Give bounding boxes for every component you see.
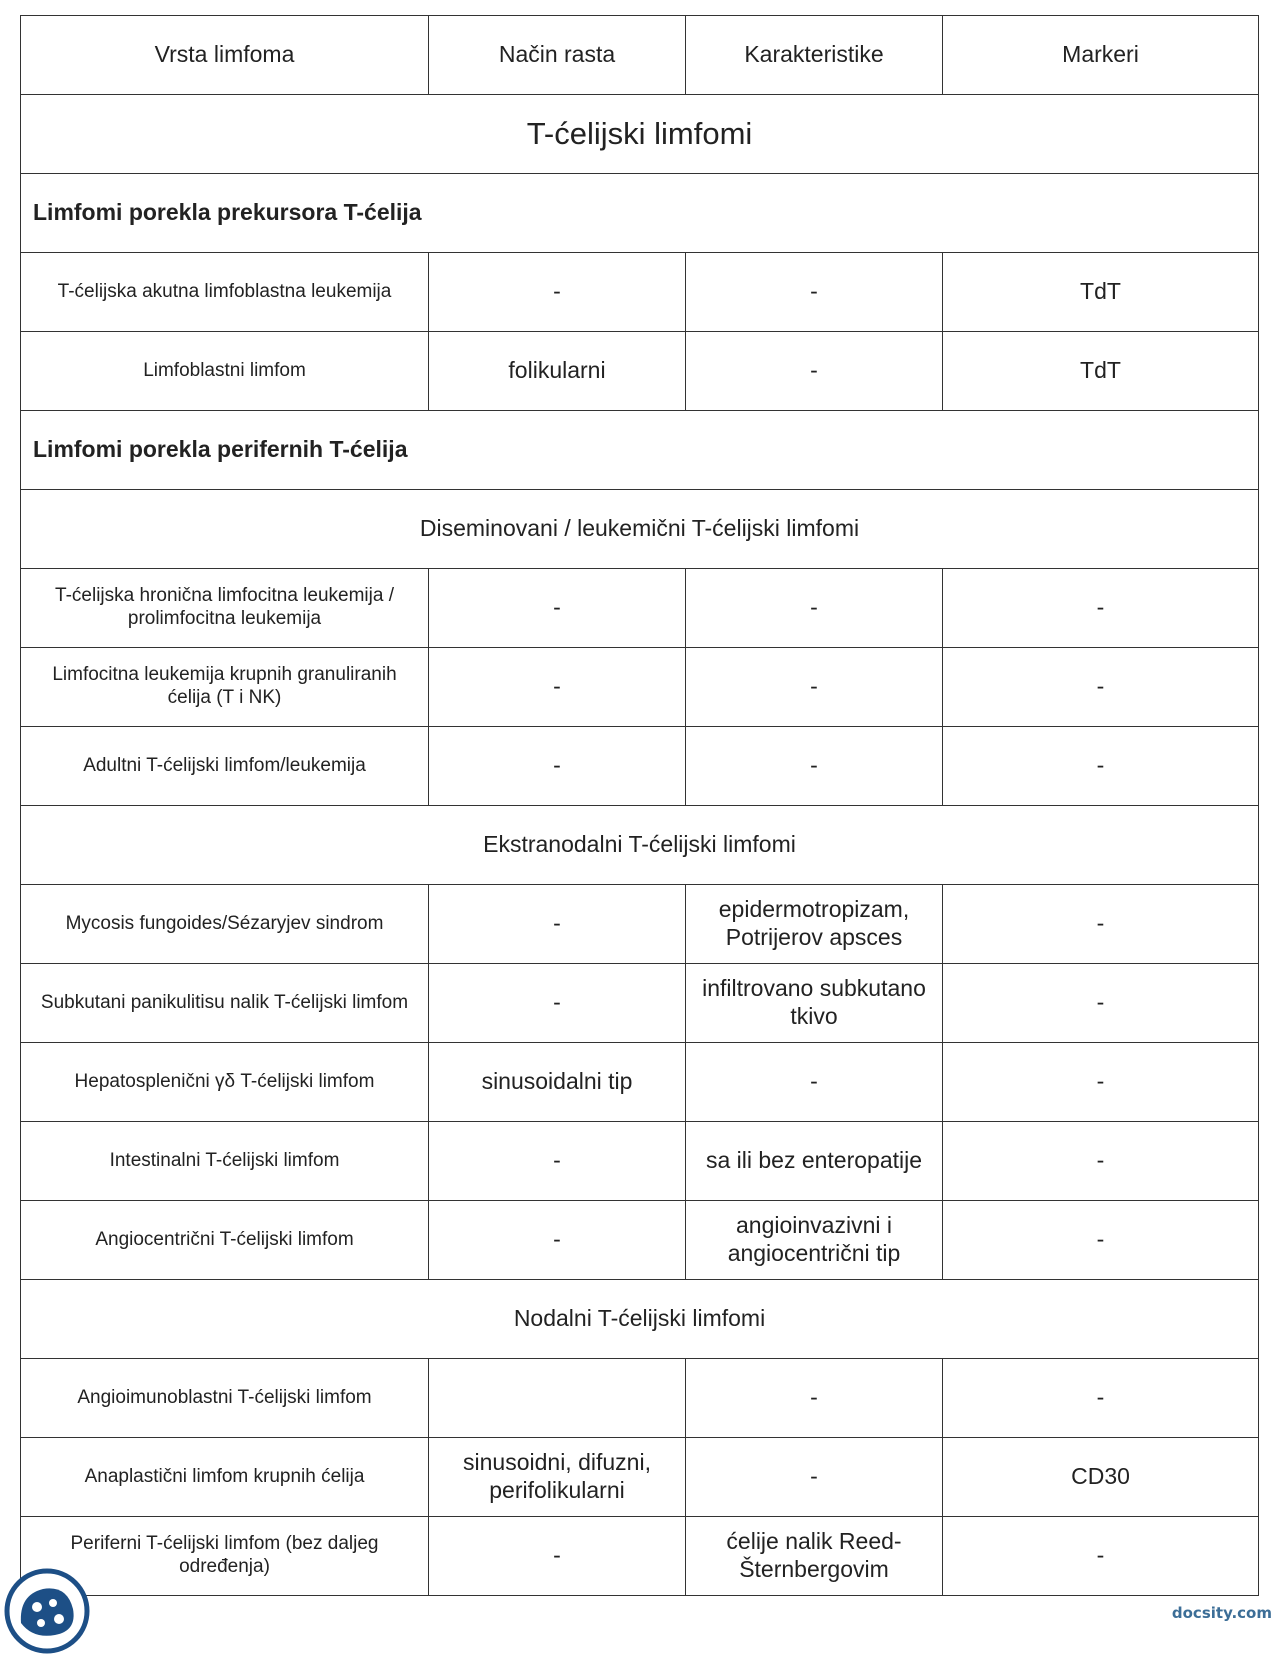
growth-cell: - [429,648,686,727]
lymphoma-name-cell: Anaplastični limfom krupnih ćelija [21,1438,429,1517]
markers-cell: - [943,885,1259,964]
lymphoma-name-cell: Subkutani panikulitisu nalik T-ćelijski limfom [21,964,429,1043]
growth-cell: - [429,1201,686,1280]
markers-cell: - [943,1517,1259,1596]
table-row [21,1517,1259,1596]
subsection-heading: Nodalni T-ćelijski limfomi [21,1280,1259,1359]
markers-cell: CD30 [943,1438,1259,1517]
features-cell: epidermotropizam, Potrijerov apsces [686,885,943,964]
growth-cell: folikularni [429,332,686,411]
subsection-row [21,490,1259,569]
markers-cell: - [943,1122,1259,1201]
growth-cell: sinusoidalni tip [429,1043,686,1122]
lymphoma-name-cell: Hepatosplenični γδ T-ćelijski limfom [21,1043,429,1122]
table-row [21,332,1259,411]
features-cell: sa ili bez enteropatije [686,1122,943,1201]
markers-cell: TdT [943,253,1259,332]
markers-cell: - [943,1043,1259,1122]
table-row [21,885,1259,964]
table-row [21,1122,1259,1201]
table-row [21,727,1259,806]
title-row [21,95,1259,174]
growth-cell: - [429,964,686,1043]
table-row [21,569,1259,648]
subsection-row [21,806,1259,885]
header-cell: Vrsta limfoma [21,16,429,95]
markers-cell: - [943,648,1259,727]
growth-cell: sinusoidni, difuzni, perifolikularni [429,1438,686,1517]
markers-cell: - [943,1359,1259,1438]
lymphoma-name-cell: Adultni T-ćelijski limfom/leukemija [21,727,429,806]
docsity-brand-text[interactable]: docsity.com [1171,1604,1272,1622]
features-cell: angioinvazivni i angiocentrični tip [686,1201,943,1280]
markers-cell: - [943,1201,1259,1280]
growth-cell: - [429,727,686,806]
features-cell: infiltrovano subkutano tkivo [686,964,943,1043]
features-cell: - [686,648,943,727]
section-heading: Limfomi porekla prekursora T-ćelija [21,174,1259,253]
header-cell: Karakteristike [686,16,943,95]
growth-cell [429,1359,686,1438]
growth-cell: - [429,253,686,332]
header-cell: Način rasta [429,16,686,95]
subsection-row [21,1280,1259,1359]
features-cell: - [686,1438,943,1517]
features-cell: - [686,253,943,332]
features-cell: - [686,569,943,648]
lymphoma-name-cell: Angiocentrični T-ćelijski limfom [21,1201,429,1280]
features-cell: ćelije nalik Reed-Šternbergovim [686,1517,943,1596]
lymphoma-name-cell: Angioimunoblastni T-ćelijski limfom [21,1359,429,1438]
table-row [21,1438,1259,1517]
markers-cell: - [943,569,1259,648]
lymphoma-name-cell: T-ćelijska hronična limfocitna leukemija / prolimfocitna leukemija [21,569,429,648]
section-row [21,411,1259,490]
growth-cell: - [429,569,686,648]
table-row [21,1043,1259,1122]
markers-cell: - [943,964,1259,1043]
features-cell: - [686,1359,943,1438]
docsity-logo-icon[interactable] [3,1567,91,1655]
lymphoma-name-cell: Intestinalni T-ćelijski limfom [21,1122,429,1201]
table-row [21,648,1259,727]
table-row [21,253,1259,332]
lymphoma-name-cell: Limfoblastni limfom [21,332,429,411]
header-cell: Markeri [943,16,1259,95]
table-row [21,1359,1259,1438]
growth-cell: - [429,1517,686,1596]
subsection-heading: Ekstranodalni T-ćelijski limfomi [21,806,1259,885]
lymphoma-name-cell: Limfocitna leukemija krupnih granuliranih ćelija (T i NK) [21,648,429,727]
features-cell: - [686,1043,943,1122]
lymphoma-name-cell: T-ćelijska akutna limfoblastna leukemija [21,253,429,332]
growth-cell: - [429,885,686,964]
section-row [21,174,1259,253]
table-row [21,964,1259,1043]
growth-cell: - [429,1122,686,1201]
markers-cell: TdT [943,332,1259,411]
lymphoma-name-cell: Mycosis fungoides/Sézaryjev sindrom [21,885,429,964]
lymphoma-name-cell: Periferni T-ćelijski limfom (bez daljeg određenja) [21,1517,429,1596]
lymphoma-table [20,15,1259,1596]
features-cell: - [686,727,943,806]
features-cell: - [686,332,943,411]
subsection-heading: Diseminovani / leukemični T-ćelijski limfomi [21,490,1259,569]
section-heading: Limfomi porekla perifernih T-ćelija [21,411,1259,490]
markers-cell: - [943,727,1259,806]
table-title: T-ćelijski limfomi [21,95,1259,174]
table-row [21,1201,1259,1280]
header-row [21,16,1259,95]
